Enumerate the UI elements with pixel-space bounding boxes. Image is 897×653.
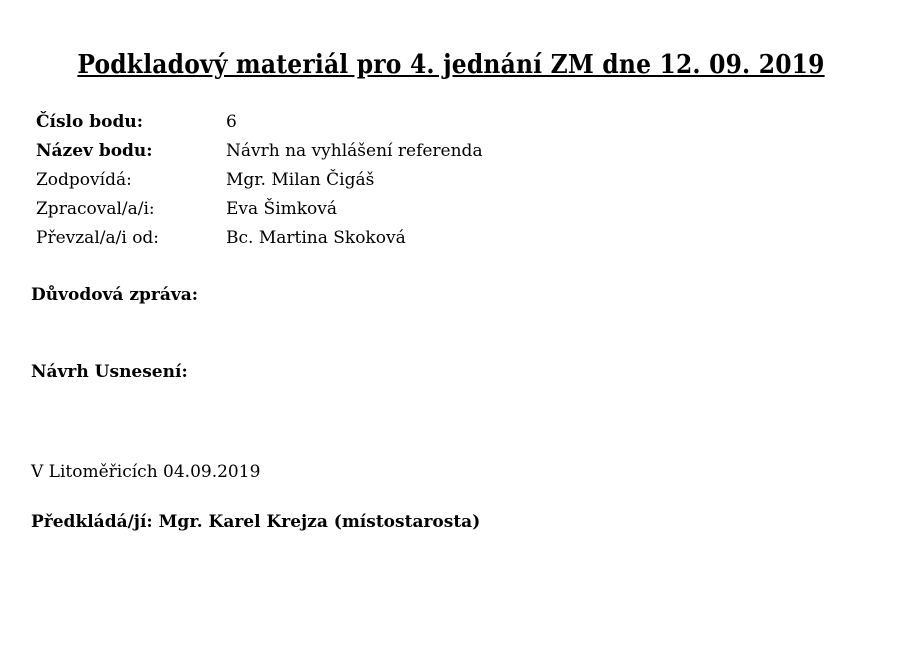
field-value-zpracoval: Eva Šimková	[226, 199, 338, 219]
submitter-line: Předkládá/jí: Mgr. Karel Krejza (místostarosta)	[31, 512, 481, 532]
field-row-nazev-bodu	[36, 137, 871, 166]
field-row-prevzal	[36, 224, 871, 253]
field-value-nazev-bodu: Návrh na vyhlášení referenda	[226, 141, 483, 161]
resolution-section-heading: Návrh Usnesení:	[31, 362, 188, 382]
field-label-prevzal: Převzal/a/i od:	[36, 228, 160, 248]
report-section-heading: Důvodová zpráva:	[31, 285, 199, 305]
field-value-cislo-bodu: 6	[226, 112, 237, 132]
field-label-zodpovida: Zodpovídá:	[36, 170, 132, 190]
field-value-prevzal: Bc. Martina Skoková	[226, 228, 406, 248]
place-and-date: V Litoměřicích 04.09.2019	[31, 462, 261, 482]
field-row-zodpovida	[36, 166, 871, 195]
field-value-zodpovida: Mgr. Milan Čigáš	[226, 170, 375, 190]
field-row-cislo-bodu	[36, 108, 871, 137]
document-title: Podkladový materiál pro 4. jednání ZM dne 12. 09. 2019	[77, 50, 825, 80]
field-label-zpracoval: Zpracoval/a/i:	[36, 199, 155, 219]
field-label-nazev-bodu: Název bodu:	[36, 141, 153, 161]
field-label-cislo-bodu: Číslo bodu:	[36, 112, 144, 132]
field-row-zpracoval	[36, 195, 871, 224]
metadata-fields	[36, 108, 871, 253]
